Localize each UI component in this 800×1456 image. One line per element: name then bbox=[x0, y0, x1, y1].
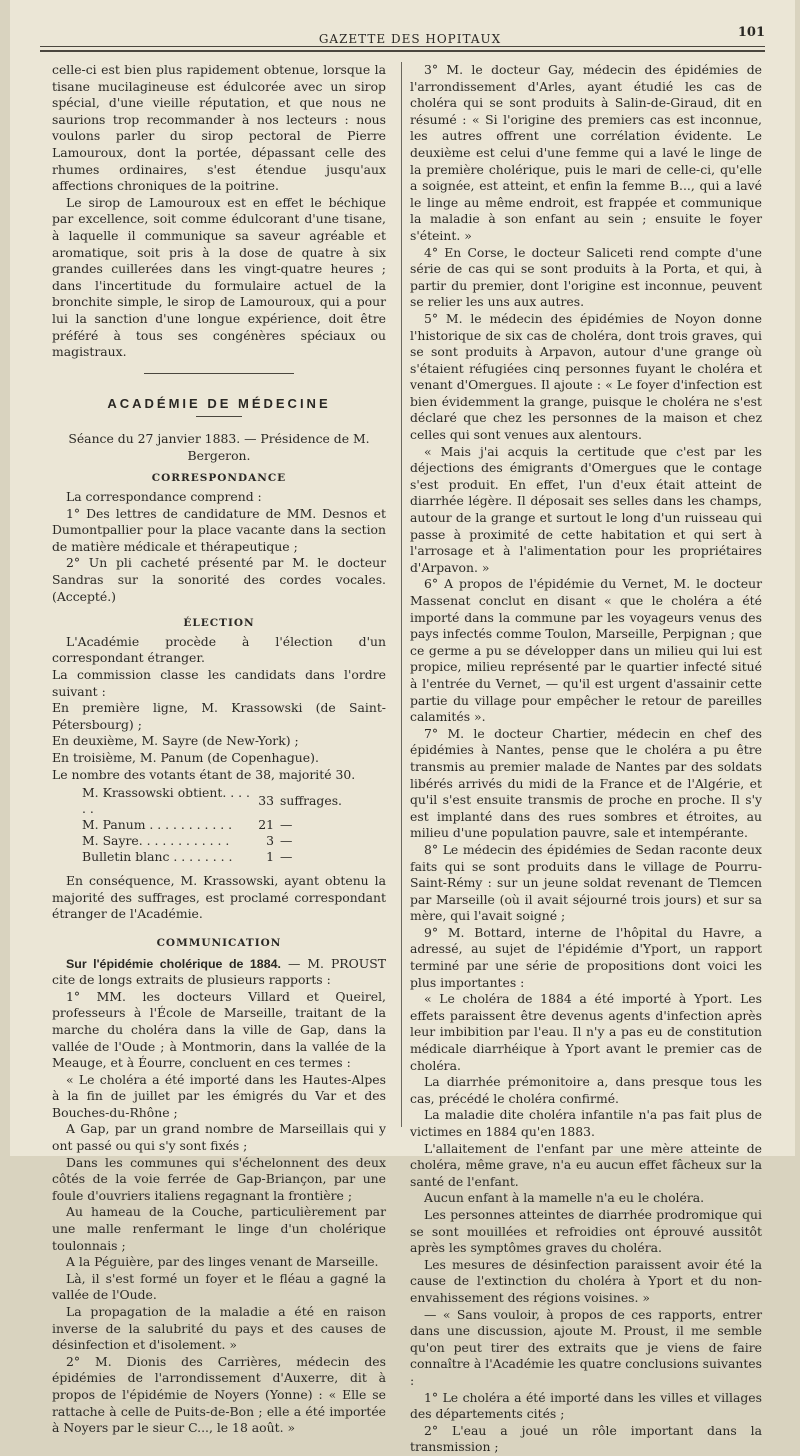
communication-paragraph: « Le choléra a été importé dans les Hautes-Alpes à la fin de juillet par les émigrés du Var et des Bouches-du-Rhône ; bbox=[52, 1071, 386, 1120]
correspondance-heading: CORRESPONDANCE bbox=[151, 472, 287, 485]
heading-rule bbox=[196, 416, 242, 417]
header-double-rule bbox=[40, 50, 765, 52]
seance-line: Séance du 27 janvier 1883. — Présidence de M. Bergeron. bbox=[68, 431, 370, 463]
report-paragraph: « Mais j'ai acquis la certitude que c'est par les déjections des émigrants d'Omergues que le contage s'est produit. En effet, l'un d'eux était atteint de diarrhée légère. Il déposait ses selles dans les champs, autour de la grange et surtout le long d'un ruisseau qui passe à proximité de cette habitation et qui sert à l'arrosage et à l'alimentation pour les propriétaires d'Arpavon. » bbox=[410, 443, 762, 575]
communication-title: Sur l'épidémie cholérique de 1884. bbox=[66, 956, 281, 971]
intro-paragraph: celle-ci est bien plus rapidement obtenue, lorsque la tisane mucilagineuse est édulcorée avec un sirop spécial, d'une vieille réputation, et que nous ne saurions trop recommander à nos lecteurs : nous voulons parler du sirop pectoral de Pierre Lamouroux, dont la portée, dépassant celle des rhumes ordinaires, s'est étendue jusqu'aux affections chroniques de la poitrine. bbox=[52, 62, 386, 194]
vote-count: 3 bbox=[266, 833, 274, 849]
communication-paragraph: 1° MM. les docteurs Villard et Queirel, professeurs à l'École de Marseille, traitant de la marche du choléra dans la ville de Gap, dans la vallée de l'Oude ; à Montmorin, dans la vallée de la Meauge, et à Éourre, concluent en ces termes : bbox=[52, 988, 386, 1071]
report-paragraph: 5° M. le médecin des épidémies de Noyon donne l'historique de six cas de choléra, dont trois graves, qui se sont produits à Arpavon, autour d'une grange où s'étaient réfugiées cinq personnes fuyant le choléra et venant d'Omergues. Il ajoute : « Le foyer d'infection est bien évidemment la grange, puisque le choléra ne s'est déclaré que chez les personnes de la maison et chez celles qui sont venues aux alentours. bbox=[410, 310, 762, 443]
election-result: En conséquence, M. Krassowski, ayant obtenu la majorité des suffrages, est proclamé correspondant étranger de l'Académie. bbox=[52, 873, 386, 922]
report-paragraph: La diarrhée prémonitoire a, dans presque tous les cas, précédé le choléra confirmé. bbox=[410, 1074, 762, 1106]
vote-unit: — bbox=[279, 849, 293, 865]
communication-heading: COMMUNICATION bbox=[156, 936, 282, 949]
running-title: GAZETTE DES HOPITAUX bbox=[318, 32, 502, 46]
election-paragraph: En première ligne, M. Krassowski (de Saint-Pétersbourg) ; bbox=[52, 700, 386, 732]
newspaper-page bbox=[10, 0, 795, 1455]
vote-name: M. Sayre. . . . . . . . . . . . bbox=[82, 833, 230, 849]
vote-table bbox=[82, 785, 342, 865]
report-paragraph: « Le choléra de 1884 a été importé à Yport. Les effets paraissent être devenus agents d'infection après leur imbibition par l'eau. Il n'y a pas eu de constitution médicale diarrhéique à Yport avant le premier cas de choléra. bbox=[410, 991, 762, 1073]
election-paragraph: L'Académie procède à l'élection d'un correspondant étranger. bbox=[52, 633, 386, 666]
report-paragraph: 4° En Corse, le docteur Saliceti rend compte d'une série de cas qui se sont produits à la Porta, et qui, à partir du premier, dont l'origine est inconnue, peuvent se relier les uns aux autres. bbox=[410, 244, 762, 310]
correspondance-paragraph: 2° Un pli cacheté présenté par M. le docteur Sandras sur la sonorité des cordes vocales. (Accepté.) bbox=[52, 555, 386, 604]
vote-row bbox=[82, 849, 342, 865]
communication-paragraph: Au hameau de la Couche, particulièrement par une malle renfermant le linge d'un cholérique toulonnais ; bbox=[52, 1204, 386, 1253]
communication-paragraph: A Gap, par un grand nombre de Marseillais qui y ont passé ou qui s'y sont fixés ; bbox=[52, 1121, 386, 1154]
vote-name: Bulletin blanc . . . . . . . . bbox=[82, 849, 233, 865]
intro-paragraph: Le sirop de Lamouroux est en effet le béchique par excellence, soit comme édulcorant d'une tisane, à laquelle il communique sa saveur agréable et aromatique, soit pris à la dose de quatre à six grandes cuillerées dans les vingt-quatre heures ; dans l'incertitude du formulaire actuel de la bronchite simple, le sirop de Lamouroux, qui a pour lui la sanction d'une longue expérience, doit être préféré à tous ses congénères spéciaux ou magistraux. bbox=[52, 194, 386, 360]
report-paragraph: 1° Le choléra a été importé dans les villes et villages des départements cités ; bbox=[410, 1389, 762, 1422]
communication-paragraph: A la Péguière, par des linges venant de Marseille. bbox=[66, 1254, 379, 1270]
communication-paragraph: Dans les communes qui s'échelonnent des deux côtés de la voie ferrée de Gap-Briançon, par une foule d'ouvriers italiens regagnant la frontière ; bbox=[52, 1154, 386, 1203]
communication-intro: — M. PROUST cite de longs extraits de plusieurs rapports : bbox=[52, 955, 386, 988]
election-heading: ÉLECTION bbox=[183, 617, 255, 630]
election-paragraph: La commission classe les candidats dans l'ordre suivant : bbox=[52, 667, 386, 699]
header-rule bbox=[40, 46, 765, 47]
report-paragraph: 8° Le médecin des épidémies de Sedan raconte deux faits qui se sont produits dans le village de Pourru-Saint-Rémy : sur un jeune soldat revenant de Tlemcen par Marseille (où il avait séjourné trois jours) et sur sa mère, qui l'avait soigné ; bbox=[410, 841, 762, 924]
vote-row bbox=[82, 785, 342, 817]
vote-name: M. Panum . . . . . . . . . . . bbox=[82, 817, 233, 833]
election-paragraph: En deuxième, M. Sayre (de New-York) ; bbox=[52, 733, 299, 749]
left-column bbox=[52, 62, 386, 1437]
vote-row bbox=[82, 817, 342, 833]
report-paragraph: 9° M. Bottard, interne de l'hôpital du Havre, a adressé, au sujet de l'épidémie d'Yport, un rapport terminé par une série de propositions dont voici les plus importantes : bbox=[410, 924, 762, 990]
report-paragraph: Aucun enfant à la mamelle n'a eu le choléra. bbox=[424, 1190, 705, 1206]
page-number: 101 bbox=[737, 25, 765, 40]
election-paragraph: Le nombre des votants étant de 38, majorité 30. bbox=[52, 766, 356, 782]
report-paragraph: L'allaitement de l'enfant par une mère atteinte de choléra, même grave, n'a eu aucun effet fâcheux sur la santé de l'enfant. bbox=[410, 1140, 762, 1189]
report-paragraph: Les mesures de désinfection paraissent avoir été la cause de l'extinction du choléra à Yport et du non-envahissement des régions voisines. » bbox=[410, 1256, 762, 1305]
column-divider bbox=[401, 62, 402, 1127]
vote-count: 21 bbox=[258, 817, 274, 833]
vote-count: 1 bbox=[266, 849, 274, 865]
report-paragraph: La maladie dite choléra infantile n'a pas fait plus de victimes en 1884 qu'en 1883. bbox=[410, 1107, 762, 1139]
communication-paragraph: La propagation de la maladie a été en raison inverse de la salubrité du pays et des causes de désinfection et d'isolement. » bbox=[52, 1304, 386, 1353]
vote-row bbox=[82, 833, 342, 849]
vote-unit: — bbox=[279, 833, 293, 849]
election-paragraph: En troisième, M. Panum (de Copenhague). bbox=[52, 749, 319, 765]
vote-unit: — bbox=[279, 817, 293, 833]
report-paragraph: 7° M. le docteur Chartier, médecin en chef des épidémies à Nantes, pense que le choléra a pu être transmis au premier malade de Nantes par des soldats libérés arrivés du midi de la France et de l'Algérie, et qu'il s'est ensuite transmis de proche en proche. Il s'y est implanté dans des rues sombres et étroites, au milieu d'une population pauvre, sale et intempérante. bbox=[410, 725, 762, 841]
vote-unit: suffrages. bbox=[279, 793, 342, 809]
report-paragraph: — « Sans vouloir, à propos de ces rapports, entrer dans une discussion, ajoute M. Proust, il me semble qu'on peut tirer des extraits que je viens de faire connaître à l'Académie les quatre conclusions suivantes : bbox=[410, 1306, 762, 1388]
vote-count: 33 bbox=[258, 793, 274, 809]
ornamental-rule bbox=[144, 373, 294, 374]
report-paragraph: 2° L'eau a joué un rôle important dans la transmission ; bbox=[410, 1422, 762, 1455]
vote-name: M. Krassowski obtient. . . . . . bbox=[82, 785, 250, 817]
report-paragraph: 3° M. le docteur Gay, médecin des épidémies de l'arrondissement d'Arles, ayant étudié les cas de choléra qui se sont produits à Salin-de-Giraud, dit en résumé : « Si l'origine des premiers cas est inconnue, les autres offrent une corrélation évidente. Le deuxième est celui d'une femme qui a lavé le linge de la première cholérique, puis le mari de celle-ci, qu'elle a soignée, est atteint, et enfin la femme B..., qui a lavé le linge au même endroit, est frappée et communique la maladie à son enfant au sein ; ensuite le foyer s'éteint. » bbox=[410, 62, 762, 243]
communication-paragraph: 2° M. Dionis des Carrières, médecin des épidémies de l'arrondissement d'Auxerre, dit à propos de l'épidémie de Noyers (Yonne) : « Elle se rattache à celle de Puits-de-Bon ; elle a été importée à Noyers par le sieur C..., le 18 août. » bbox=[52, 1353, 386, 1436]
communication-paragraph: Là, il s'est formé un foyer et le fléau a gagné la vallée de l'Oude. bbox=[52, 1270, 386, 1303]
right-column bbox=[410, 62, 762, 1456]
report-paragraph: Les personnes atteintes de diarrhée prodromique qui se sont mouillées et refroidies ont éprouvé aussitôt après les symptômes graves du choléra. bbox=[410, 1206, 762, 1256]
correspondance-paragraph: La correspondance comprend : bbox=[66, 489, 262, 505]
correspondance-paragraph: 1° Des lettres de candidature de MM. Desnos et Dumontpallier pour la place vacante dans la section de matière médicale et thérapeutique ; bbox=[52, 505, 386, 554]
academie-heading: ACADÉMIE DE MÉDECINE bbox=[107, 395, 331, 411]
report-paragraph: 6° A propos de l'épidémie du Vernet, M. le docteur Massenat conclut en disant « que le choléra a été importé dans la commune par les voyageurs venus des pays infectés comme Toulon, Marseille, Perpignan ; que ce germe a pu se développer dans un milieu qui lui est propice, milieu représenté par le quartier infecté situé à l'entrée du Vernet, — qu'il est urgent d'assainir cette partie du village pour empêcher le retour de pareilles calamités ». bbox=[410, 576, 762, 725]
